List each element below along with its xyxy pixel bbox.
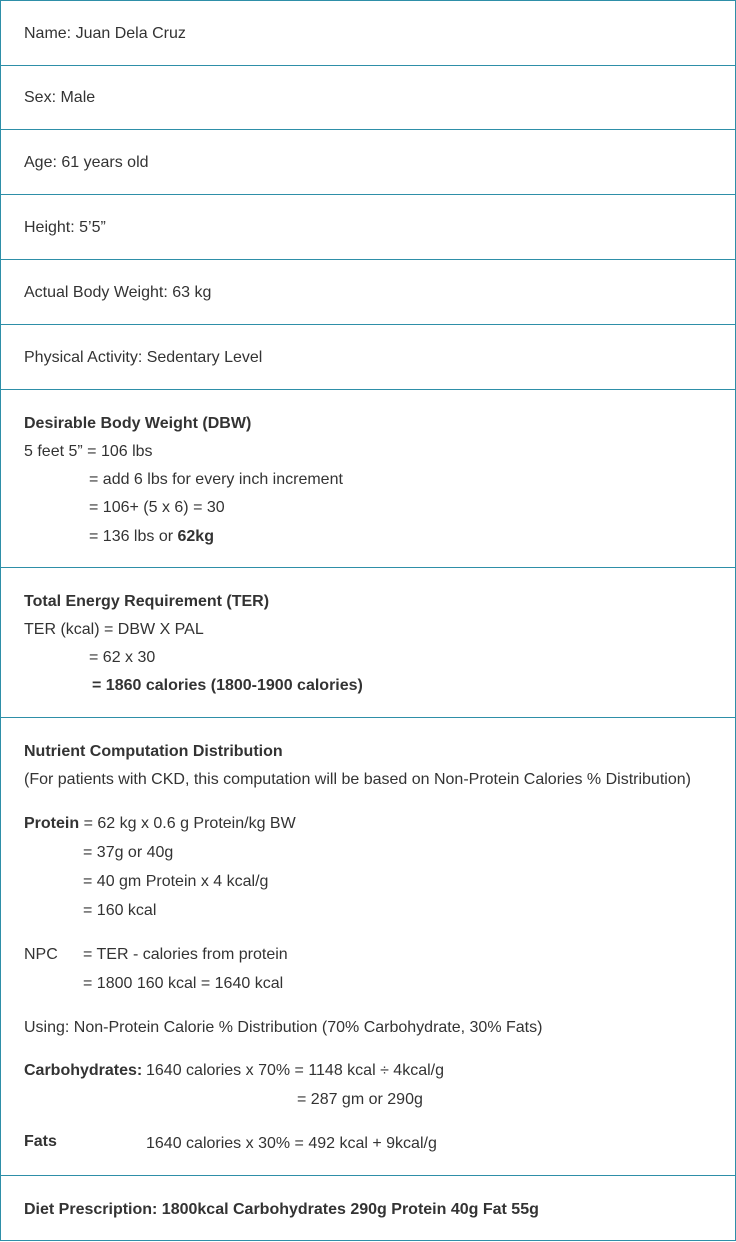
- npc-line2: = 1800 160 kcal = 1640 kcal: [83, 975, 284, 992]
- protein-line1: [24, 814, 296, 834]
- dbw-line3: = 106+ (5 x 6) = 30: [89, 499, 225, 516]
- row-ter: [0, 568, 736, 718]
- protein-line2: = 37g or 40g: [83, 844, 174, 861]
- row-weight: [0, 260, 736, 325]
- row-age: [0, 130, 736, 195]
- ter-line2: = 62 x 30: [89, 649, 156, 666]
- height-text: Height: 5’5”: [24, 219, 106, 236]
- protein-line4: = 160 kcal: [83, 902, 157, 919]
- row-height: [0, 195, 736, 260]
- protein-line3: = 40 gm Protein x 4 kcal/g: [83, 873, 269, 890]
- row-name: [0, 0, 736, 66]
- row-nutrient: [0, 718, 736, 1176]
- npc-label: NPC: [24, 946, 58, 963]
- row-diet-prescription: [0, 1176, 736, 1241]
- nutrient-title: Nutrient Computation Distribution: [24, 743, 283, 760]
- sex-text: Sex: Male: [24, 89, 96, 106]
- dbw-result-bold: 62kg: [177, 528, 214, 545]
- carb-label: Carbohydrates:: [24, 1062, 143, 1079]
- name-text: Name: Juan Dela Cruz: [24, 25, 186, 42]
- age-text: Age: 61 years old: [24, 154, 149, 171]
- dbw-line1: 5 feet 5” = 106 lbs: [24, 443, 153, 460]
- carb-line1: 1640 calories x 70% = 1148 kcal ÷ 4kcal/g: [146, 1062, 444, 1079]
- protein-formula: = 62 kg x 0.6 g Protein/kg BW: [79, 815, 296, 832]
- row-activity: [0, 325, 736, 390]
- weight-text: Actual Body Weight: 63 kg: [24, 284, 212, 301]
- dbw-line2: = add 6 lbs for every inch increment: [89, 471, 343, 488]
- protein-label: Protein: [24, 815, 80, 832]
- dbw-title: Desirable Body Weight (DBW): [24, 415, 252, 432]
- row-sex: [0, 65, 736, 130]
- ter-line1: TER (kcal) = DBW X PAL: [24, 621, 204, 638]
- row-dbw: [0, 390, 736, 568]
- ter-line3: = 1860 calories (1800-1900 calories): [92, 677, 363, 694]
- nutrient-note: (For patients with CKD, this computation will be based on Non-Protein Calories % Distribution): [24, 771, 691, 788]
- ter-title: Total Energy Requirement (TER): [24, 593, 270, 610]
- fats-line1: 1640 calories x 30% = 492 kcal + 9kcal/g: [146, 1135, 437, 1152]
- fats-label: Fats: [24, 1133, 57, 1150]
- dbw-line4-prefix: = 136 lbs or: [89, 528, 178, 545]
- activity-text: Physical Activity: Sedentary Level: [24, 349, 263, 366]
- using-distribution: Using: Non-Protein Calorie % Distribution (70% Carbohydrate, 30% Fats): [24, 1019, 543, 1036]
- diet-prescription-text: Diet Prescription: 1800kcal Carbohydrates 290g Protein 40g Fat 55g: [24, 1201, 539, 1218]
- dbw-line4: [89, 527, 214, 547]
- carb-line2: = 287 gm or 290g: [297, 1091, 423, 1108]
- npc-line1: = TER - calories from protein: [83, 946, 288, 963]
